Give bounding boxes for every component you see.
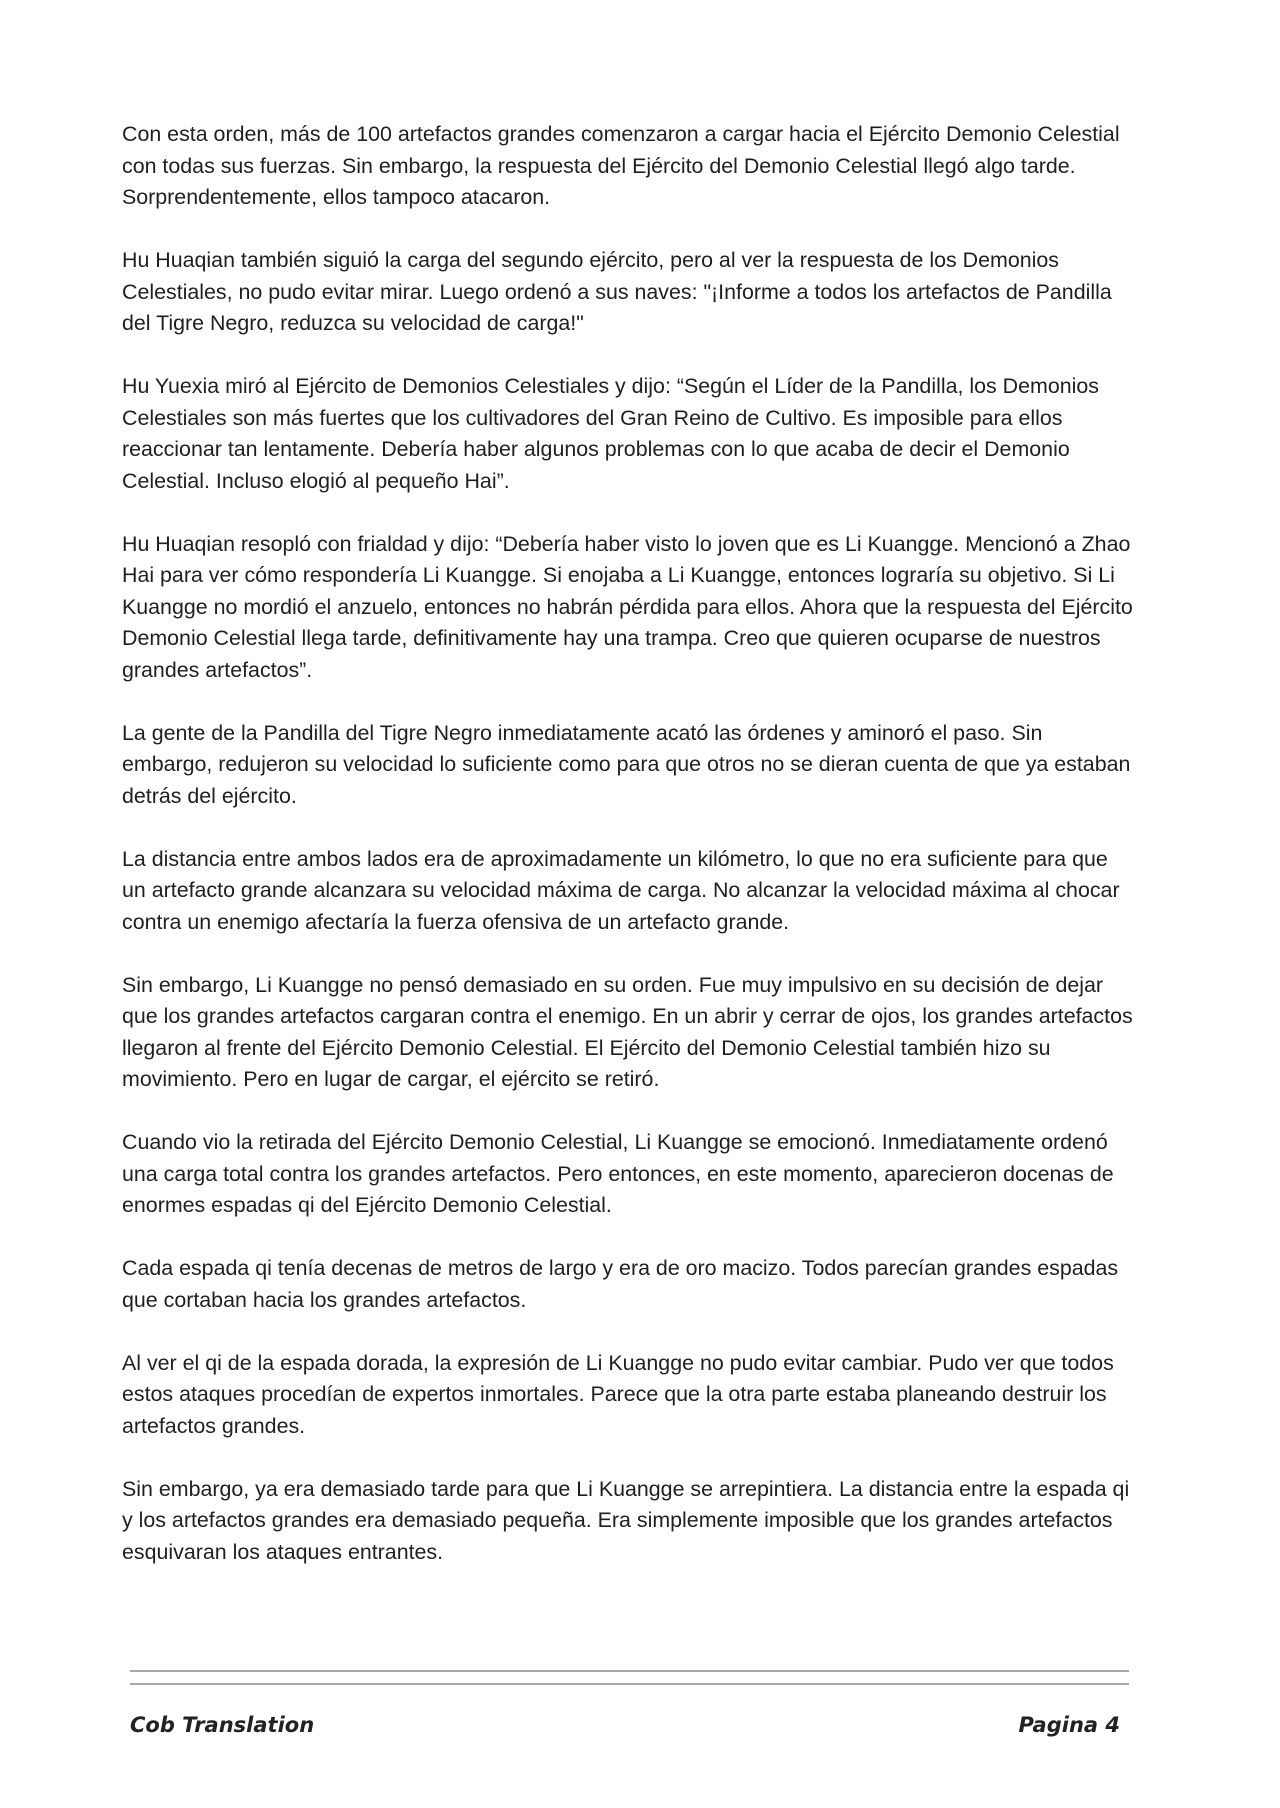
paragraph-3: Hu Yuexia miró al Ejército de Demonios Celestiales y dijo: “Según el Líder de la Pandilla, los Demonios Celestiales son más fuertes que los cultivadores del Gran Reino de Cultivo. Es imposible para ellos reaccionar tan lentamente. Debería haber algunos problemas con lo que acaba de decir el Demonio Celestial. Incluso elogió al pequeño Hai”. bbox=[122, 374, 1099, 493]
paragraph-4: Hu Huaqian resopló con frialdad y dijo: “Debería haber visto lo joven que es Li Kuangge. Mencionó a Zhao Hai para ver cómo respondería Li Kuangge. Si enojaba a Li Kuangge, entonces lograría su objetivo. Si Li Kuangge no mordió el anzuelo, entonces no habrán pérdida para ellos. Ahora que la respuesta del Ejército Demonio Celestial llega tarde, definitivamente hay una trampa. Creo que quieren ocuparse de nuestros grandes artefactos”. bbox=[122, 531, 1133, 682]
footer-divider-top bbox=[130, 1670, 1129, 1672]
paragraph-10: Al ver el qi de la espada dorada, la expresión de Li Kuangge no pudo evitar cambiar. Pudo ver que todos estos ataques procedían de expertos inmortales. Parece que la otra parte estaba planeando destruir los artefactos grandes. bbox=[122, 1350, 1114, 1438]
paragraph-9: Cada espada qi tenía decenas de metros de largo y era de oro macizo. Todos parecían grandes espadas que cortaban hacia los grandes artefactos. bbox=[122, 1256, 1119, 1312]
paragraph-2: Hu Huaqian también siguió la carga del segundo ejército, pero al ver la respuesta de los Demonios Celestiales, no pudo evitar mirar. Luego ordenó a sus naves: "¡Informe a todos los artefactos de Pandilla del Tigre Negro, reduzca su velocidad de carga!" bbox=[122, 248, 1112, 335]
paragraph-11: Sin embargo, ya era demasiado tarde para que Li Kuangge se arrepintiera. La distancia entre la espada qi y los artefactos grandes era demasiado pequeña. Era simplemente imposible que los grandes artefactos esquivaran los ataques entrantes. bbox=[122, 1476, 1130, 1564]
footer-divider-bottom bbox=[130, 1683, 1129, 1685]
paragraph-1: Con esta orden, más de 100 artefactos grandes comenzaron a cargar hacia el Ejército Demonio Celestial con todas sus fuerzas. Sin embargo, la respuesta del Ejército del Demonio Celestial llegó algo tarde. Sorprendentemente, ellos tampoco atacaron. bbox=[122, 122, 1120, 209]
paragraph-8: Cuando vio la retirada del Ejército Demonio Celestial, Li Kuangge se emocionó. Inmediatamente ordenó una carga total contra los grandes artefactos. Pero entonces, en este momento, aparecieron docenas de enormes espadas qi del Ejército Demonio Celestial. bbox=[122, 1130, 1114, 1217]
document-body bbox=[122, 119, 1137, 1600]
paragraph-7: Sin embargo, Li Kuangge no pensó demasiado en su orden. Fue muy impulsivo en su decisión de dejar que los grandes artefactos cargaran contra el enemigo. En un abrir y cerrar de ojos, los grandes artefactos llegaron al frente del Ejército Demonio Celestial. El Ejército del Demonio Celestial también hizo su movimiento. Pero en lugar de cargar, el ejército se retiró. bbox=[122, 972, 1133, 1091]
page-number: Pagina 4 bbox=[1018, 1713, 1120, 1737]
paragraph-6: La distancia entre ambos lados era de aproximadamente un kilómetro, lo que no era suficiente para que un artefacto grande alcanzara su velocidad máxima de carga. No alcanzar la velocidad máxima al chocar contra un enemigo afectaría la fuerza ofensiva de un artefacto grande. bbox=[122, 846, 1120, 934]
footer-credit: Cob Translation bbox=[130, 1713, 315, 1737]
paragraph-5: La gente de la Pandilla del Tigre Negro inmediatamente acató las órdenes y aminoró el paso. Sin embargo, redujeron su velocidad lo suficiente como para que otros no se dieran cuenta de que ya estaban detrás del ejército. bbox=[122, 720, 1131, 808]
